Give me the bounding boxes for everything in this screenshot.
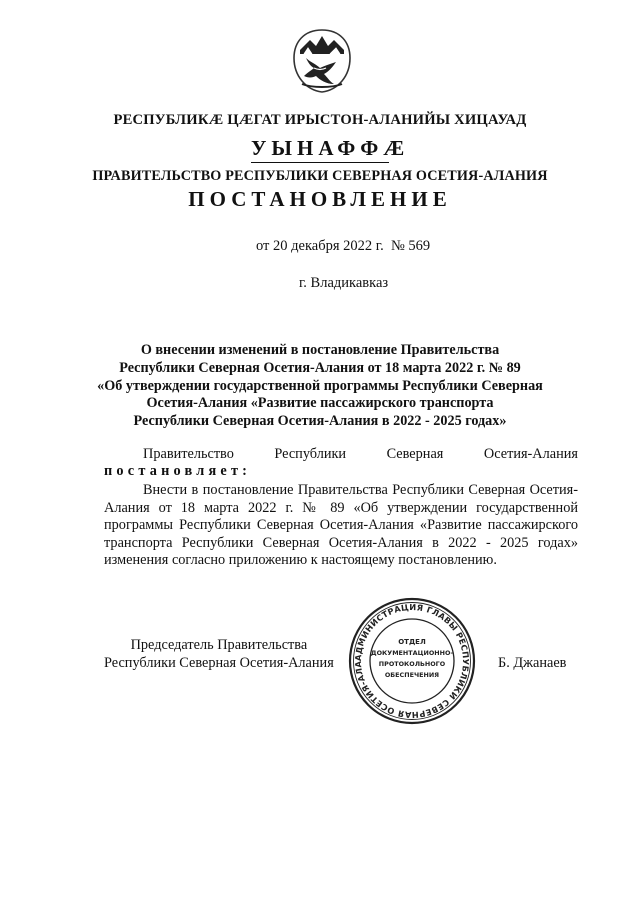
document-title bbox=[0, 342, 640, 431]
seal-inner-line: ОТДЕЛ bbox=[398, 638, 426, 646]
signatory-position bbox=[104, 637, 334, 672]
government-name-ossetian: РЕСПУБЛИКÆ ЦÆГАТ ИРЫСТОН-АЛАНИЙЫ ХИЦАУАД bbox=[113, 112, 527, 128]
document-city: г. Владикавказ bbox=[299, 275, 389, 291]
title-line: Республики Северная Осетия-Алания в 2022 - 2025 годах» bbox=[133, 413, 507, 430]
seal-inner-line: ПРОТОКОЛЬНОГО bbox=[378, 660, 446, 668]
title-line: О внесении изменений в постановление Правительства bbox=[140, 342, 500, 358]
title-line: Осетия-Алания «Развитие пассажирского транспорта bbox=[146, 395, 494, 412]
document-type-russian: ПОСТАНОВЛЕНИЕ bbox=[188, 187, 452, 211]
title-line: «Об утверждении государственной программы Республики Северная bbox=[97, 377, 543, 394]
signatory-name: Б. Джанаев bbox=[498, 655, 567, 671]
coat-of-arms-icon bbox=[290, 28, 354, 94]
body-paragraph: Внести в постановление Правительства Республики Северная Осетия-Алания от 18 марта 2022 г. № 89 «Об утверждении государственной программы Республики Северная Осетия-Алания «Развитие пассажирского транспорта Республики Северная Осетия-Алания в 2022 - 2025 годах» изменения согласно приложению к настоящему постановлению. bbox=[104, 482, 578, 569]
government-name-russian: ПРАВИТЕЛЬСТВО РЕСПУБЛИКИ СЕВЕРНАЯ ОСЕТИЯ-АЛАНИЯ bbox=[92, 168, 548, 184]
seal-outer-text: АДМИНИСТРАЦИЯ ГЛАВЫ РЕСПУБЛИКИ СЕВЕРНАЯ ОСЕТИЯ-АЛА bbox=[352, 601, 472, 721]
seal-inner-line: ДОКУМЕНТАЦИОННО- bbox=[370, 649, 454, 657]
document-date-number: от 20 декабря 2022 г. № 569 bbox=[256, 238, 431, 254]
official-seal-stamp bbox=[347, 596, 477, 726]
signatory-position-line: Республики Северная Осетия-Алания bbox=[104, 654, 334, 671]
seal-inner-line: ОБЕСПЕЧЕНИЯ bbox=[384, 671, 440, 679]
document-type-ossetian: УЫНАФФÆ bbox=[251, 136, 389, 163]
body-intro: Правительство Республики Северная Осетия-Алания bbox=[143, 446, 578, 462]
title-line: Республики Северная Осетия-Алания от 18 марта 2022 г. № 89 bbox=[119, 359, 521, 376]
signatory-position-line: Председатель Правительства bbox=[130, 637, 308, 653]
decree-word: постановляет: bbox=[104, 463, 252, 479]
